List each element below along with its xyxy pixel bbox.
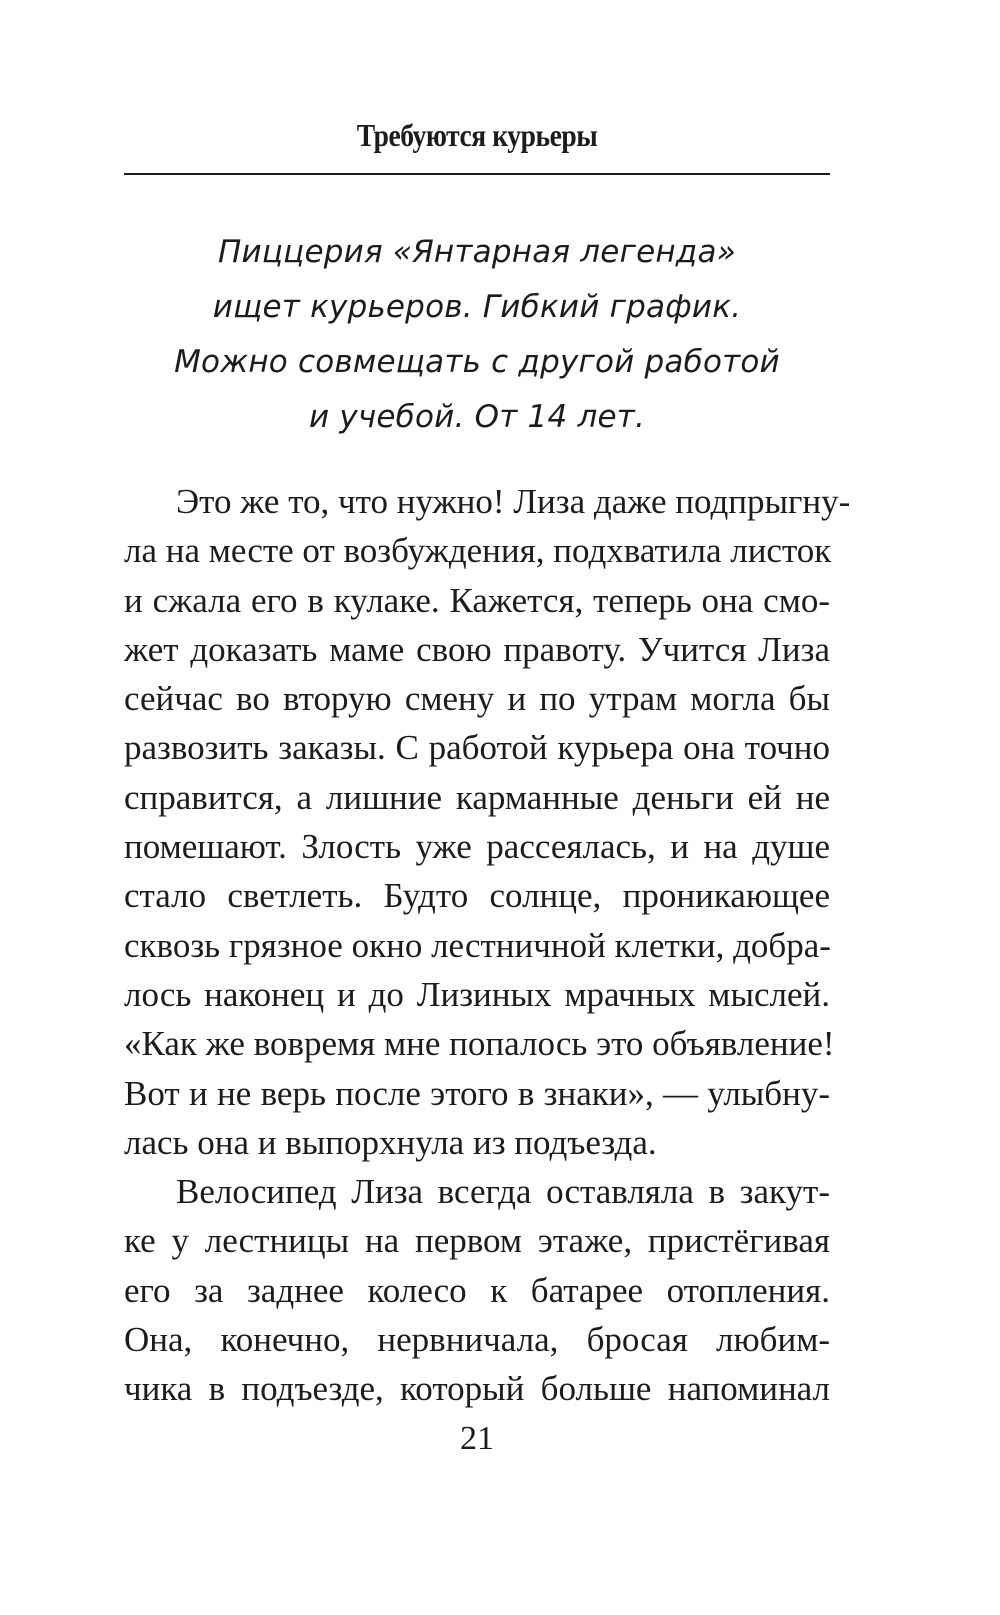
body-line: лась она и выпорхнула из подъезда.: [124, 1122, 657, 1162]
notice-line: и учебой. От 14 лет.: [308, 399, 646, 435]
notice-line: ищет курьеров. Гибкий график.: [212, 289, 742, 325]
handwritten-notice: [140, 225, 814, 445]
body-line: лось наконец и до Лизиных мрачных мыслей.: [124, 974, 830, 1014]
body-line: сквозь грязное окно лестничной клетки, добра-: [124, 925, 831, 965]
notice-line: Можно совмещать с другой работой: [174, 344, 780, 380]
page-number: 21: [460, 1420, 494, 1457]
body-line: чика в подъезде, который больше напоминал: [124, 1369, 830, 1409]
body-line: сейчас во вторую смену и по утрам могла бы: [124, 679, 830, 719]
body-line: Вот и не верь после этого в знаки», — улыбну-: [124, 1073, 830, 1113]
body-text: [124, 477, 851, 1414]
running-head: Требуются курьеры: [356, 117, 598, 153]
body-line: справится, а лишние карманные деньги ей не: [124, 777, 830, 817]
body-line: Это же то, что нужно! Лиза даже подпрыгну-: [176, 482, 851, 521]
body-line: и сжала его в кулаке. Кажется, теперь она смо-: [124, 580, 830, 620]
body-line: помешают. Злость уже рассеялась, и на душе: [124, 827, 830, 867]
body-line: «Как же вовремя мне попалось это объявление!: [124, 1024, 835, 1064]
body-line: жет доказать маме свою правоту. Учится Лиза: [124, 629, 830, 669]
body-line: ке у лестницы на первом этаже, пристёгивая: [124, 1221, 830, 1261]
body-line: его за заднее колесо к батарее отопления.: [124, 1270, 830, 1310]
notice-line: Пиццерия «Янтарная легенда»: [218, 234, 736, 270]
body-line: ла на месте от возбуждения, подхватила листок: [124, 531, 832, 571]
body-line: Она, конечно, нервничала, бросая любим-: [124, 1320, 830, 1360]
body-line: Велосипед Лиза всегда оставляла в закут-: [176, 1172, 830, 1212]
header-rule: [124, 173, 830, 175]
body-line: стало светлеть. Будто солнце, проникающее: [124, 876, 830, 916]
body-line: развозить заказы. С работой курьера она точно: [124, 728, 830, 768]
